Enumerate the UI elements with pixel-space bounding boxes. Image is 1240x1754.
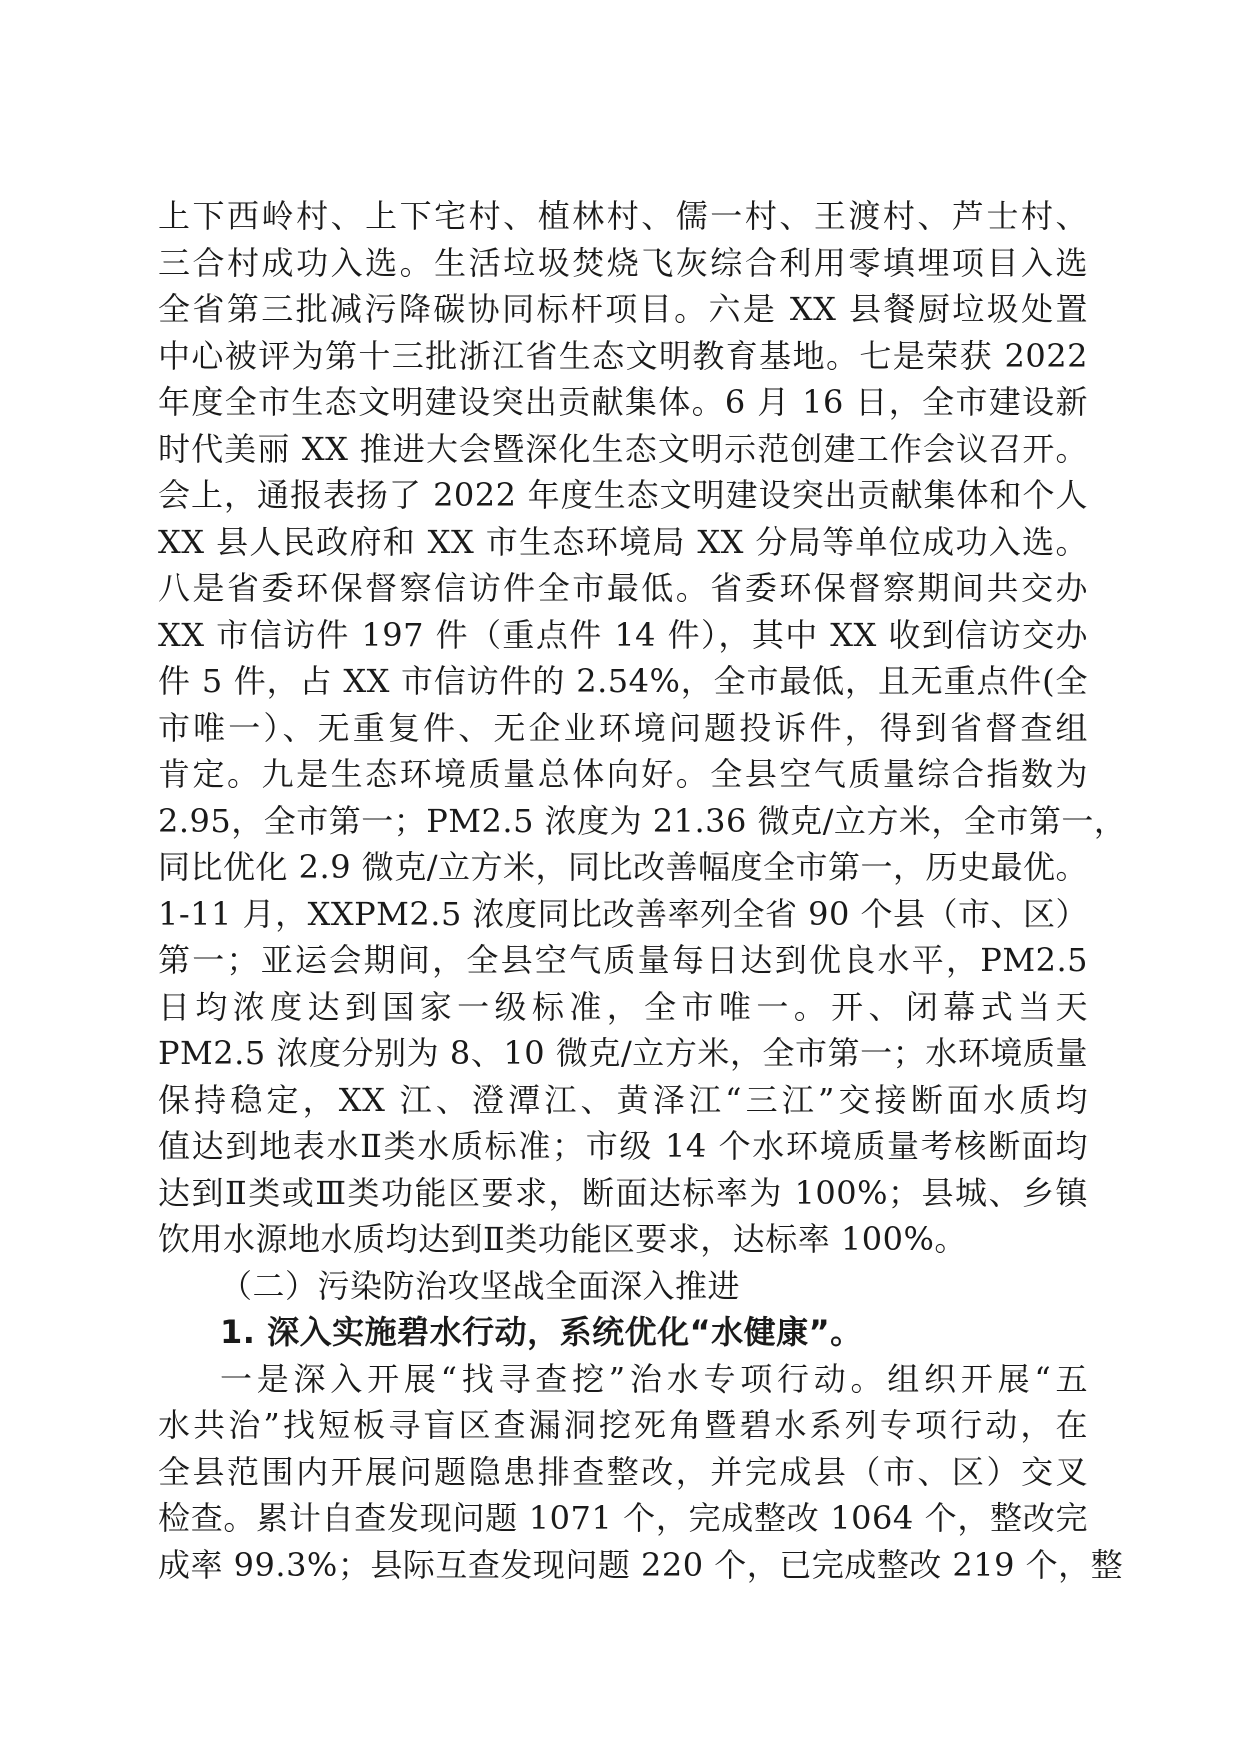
body-line: 全省第三批减污降碳协同标杆项目。六是 XX 县餐厨垃圾处置: [158, 290, 1088, 328]
body-line: 市唯一）、无重复件、无企业环境问题投诉件，得到省督查组: [158, 708, 1088, 747]
body-line: 年度全市生态文明建设突出贡献集体。6 月 16 日，全市建设新: [158, 383, 1088, 421]
body-line: 同比优化 2.9 微克/立方米，同比改善幅度全市第一，历史最优。: [158, 848, 1089, 886]
body-line: 保持稳定，XX 江、澄潭江、黄泽江“三江”交接断面水质均: [158, 1080, 1088, 1119]
body-line: 会上，通报表扬了 2022 年度生态文明建设突出贡献集体和个人: [158, 476, 1088, 514]
section-heading: （二）污染防治攻坚战全面深入推进: [220, 1266, 741, 1305]
paragraph-line: 全县范围内开展问题隐患排查整改，并完成县（市、区）交叉: [158, 1452, 1088, 1491]
body-line: 肯定。九是生态环境质量总体向好。全县空气质量综合指数为: [158, 755, 1088, 793]
body-line: 1-11 月，XXPM2.5 浓度同比改善率列全省 90 个县（市、区）: [158, 894, 1089, 933]
body-line: 八是省委环保督察信访件全市最低。省委环保督察期间共交办: [158, 569, 1088, 607]
paragraph-line: 成率 99.3%；县际互查发现问题 220 个，已完成整改 219 个，整: [158, 1545, 1124, 1584]
body-line: 中心被评为第十三批浙江省生态文明教育基地。七是荣获 2022: [158, 336, 1088, 375]
body-line: 饮用水源地水质均达到Ⅱ类功能区要求，达标率 100%。: [158, 1220, 967, 1258]
document-body: [158, 193, 1127, 1588]
body-line: 日均浓度达到国家一级标准，全市唯一。开、闭幕式当天: [158, 987, 1088, 1026]
body-line: 上下西岭村、上下宅村、植林村、儒一村、王渡村、芦士村、: [158, 197, 1088, 235]
paragraph-line: 检查。累计自查发现问题 1071 个，完成整改 1064 个，整改完: [158, 1499, 1088, 1537]
body-line: 三合村成功入选。生活垃圾焚烧飞灰综合利用零填埋项目入选: [158, 243, 1088, 282]
body-line: 第一；亚运会期间，全县空气质量每日达到优良水平，PM2.5: [158, 941, 1088, 979]
body-line: XX 县人民政府和 XX 市生态环境局 XX 分局等单位成功入选。: [158, 522, 1088, 561]
body-line: 值达到地表水Ⅱ类水质标准；市级 14 个水环境质量考核断面均: [158, 1127, 1088, 1165]
paragraph-line: 水共治”找短板寻盲区查漏洞挖死角暨碧水系列专项行动，在: [158, 1406, 1088, 1444]
body-line: 件 5 件，占 XX 市信访件的 2.54%，全市最低，且无重点件(全: [158, 662, 1088, 700]
body-line: 达到Ⅱ类或Ⅲ类功能区要求，断面达标率为 100%；县城、乡镇: [158, 1173, 1088, 1212]
body-line: PM2.5 浓度分别为 8、10 微克/立方米，全市第一；水环境质量: [158, 1034, 1088, 1072]
body-line: XX 市信访件 197 件（重点件 14 件），其中 XX 收到信访交办: [158, 615, 1088, 654]
paragraph-line: 一是深入开展“找寻查挖”治水专项行动。组织开展“五: [220, 1359, 1088, 1398]
body-line: 2.95，全市第一；PM2.5 浓度为 21.36 微克/立方米，全市第一，: [158, 801, 1127, 840]
sub-heading: 1. 深入实施碧水行动，系统优化“水健康”。: [220, 1313, 863, 1351]
body-line: 时代美丽 XX 推进大会暨深化生态文明示范创建工作会议召开。: [158, 429, 1088, 468]
